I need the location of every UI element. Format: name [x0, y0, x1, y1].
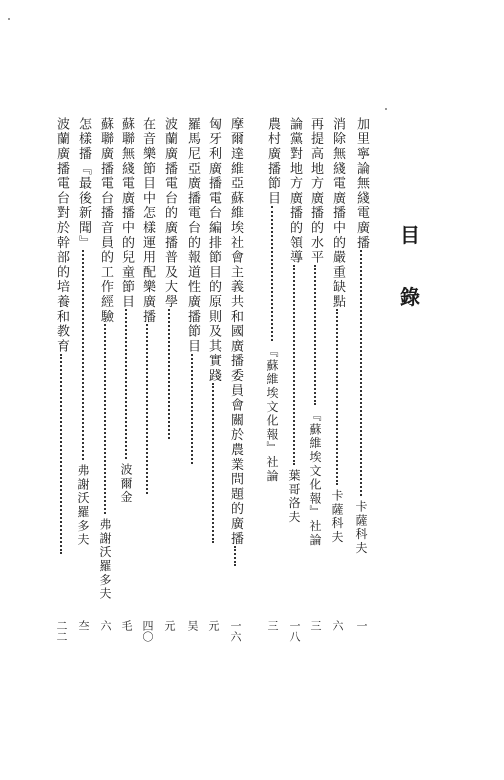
- toc-entry-author: 波爾金: [119, 463, 133, 505]
- toc-entry-author: 卡薩科夫: [354, 500, 368, 556]
- toc-heading-char-1: 目: [400, 223, 420, 247]
- toc-entry[interactable]: [52, 117, 70, 554]
- toc-entry-title: 匈牙利廣播電台編排節目的原則及其實踐: [206, 117, 221, 384]
- toc-entry[interactable]: [117, 117, 135, 505]
- toc-entry[interactable]: [226, 117, 244, 566]
- toc-entry-page: 三: [266, 620, 279, 631]
- toc-entry-leader: [285, 265, 303, 524]
- dot-leader: [60, 354, 62, 554]
- dot-leader: [271, 206, 273, 341]
- toc-entry-page: 六: [331, 620, 344, 631]
- toc-entry-leader: [306, 265, 324, 547]
- paper-speck: [385, 108, 387, 110]
- toc-entry-author: 『蘇維埃文化報』社論: [265, 344, 279, 483]
- dot-leader: [314, 265, 316, 405]
- toc-entry-page: 一六: [229, 620, 242, 642]
- toc-heading-char-2: 錄: [400, 285, 420, 309]
- toc-entry-leader: [146, 324, 148, 494]
- toc-entry[interactable]: [183, 117, 201, 464]
- toc-entry-title: 消除無綫電廣播中的嚴重缺點: [330, 117, 345, 310]
- toc-entry[interactable]: [138, 117, 156, 494]
- toc-entry[interactable]: [263, 117, 281, 483]
- toc-entry-leader: [352, 250, 370, 555]
- dot-leader: [336, 309, 338, 485]
- paper-speck: [8, 18, 10, 20]
- dot-leader: [82, 250, 84, 460]
- toc-entry-title: 再提高地方廣播的水平: [308, 117, 323, 265]
- toc-entry-author: 弗謝沃羅多夫: [76, 464, 90, 548]
- dot-leader: [104, 324, 106, 514]
- toc-entry-page: 一八: [288, 620, 301, 642]
- toc-entry[interactable]: [285, 117, 303, 524]
- toc-entry-author: 弗謝沃羅多夫: [98, 518, 112, 602]
- toc-entry-title: 論黨對地方廣播的領導: [287, 117, 302, 265]
- toc-entry-title: 波蘭廣播電台對於幹部的培養和教育: [54, 117, 69, 354]
- dot-leader: [125, 309, 127, 459]
- toc-entry-leader: [117, 309, 135, 504]
- dot-leader: [234, 546, 236, 566]
- toc-entry[interactable]: [306, 117, 324, 547]
- toc-entry-page: 元: [163, 620, 176, 631]
- dot-leader: [191, 354, 193, 464]
- dot-leader: [360, 250, 362, 496]
- toc-heading: [398, 225, 422, 307]
- toc-entry-leader: [96, 324, 114, 601]
- dot-leader: [146, 324, 148, 494]
- toc-entry-leader: [328, 309, 346, 544]
- toc-entry-title: 波蘭廣播電台的廣播普及大學: [162, 117, 177, 310]
- toc-entry-leader: [60, 354, 62, 554]
- toc-entry[interactable]: [328, 117, 346, 545]
- toc-entry-page: 一: [355, 620, 368, 631]
- toc-entry-leader: [191, 354, 193, 464]
- toc-entry-leader: [234, 546, 236, 566]
- toc-entry-page: 三: [309, 620, 322, 631]
- toc-entry-title: 加里寧論無綫電廣播: [354, 117, 369, 251]
- toc-entry[interactable]: [204, 117, 222, 543]
- toc-entry-title: 羅馬尼亞廣播電台的報道性廣播節目: [185, 117, 200, 354]
- dot-leader: [168, 309, 170, 439]
- toc-entry-leader: [263, 206, 281, 483]
- toc-entry-leader: [212, 383, 214, 543]
- toc-entry[interactable]: [352, 117, 370, 555]
- toc-entry-title: 在音樂節目中怎樣運用配樂廣播: [140, 117, 155, 325]
- toc-entry-title: 蘇聯無綫電廣播中的兒童節目: [119, 117, 134, 310]
- toc-entry-author: 卡薩科夫: [330, 489, 344, 545]
- toc-entry-leader: [168, 309, 170, 439]
- dot-leader: [293, 265, 295, 465]
- toc-entry-title: 摩爾達維亞蘇維埃社會主義共和國廣播委員會關於農業問題的廣播: [228, 117, 243, 547]
- toc-entry-title: 怎樣播『最後新聞』: [76, 117, 91, 251]
- toc-entry-title: 蘇聯廣播電台播音員的工作經驗: [98, 117, 113, 325]
- toc-entry-page: 毛: [120, 620, 133, 631]
- toc-entry-leader: [74, 250, 92, 547]
- toc-entry[interactable]: [96, 117, 114, 601]
- toc-entry-page: 四〇: [141, 620, 154, 642]
- toc-entry-page: 夳: [77, 620, 90, 631]
- toc-entry-page: 吴: [186, 620, 199, 631]
- toc-entry-page: 二二: [55, 620, 68, 642]
- toc-entry-title: 農村廣播節目: [265, 117, 280, 206]
- dot-leader: [212, 383, 214, 543]
- toc-entry-page: 六: [99, 620, 112, 631]
- toc-entry[interactable]: [160, 117, 178, 439]
- toc-entry[interactable]: [74, 117, 92, 547]
- toc-entry-page: 元: [207, 620, 220, 631]
- toc-entry-author: 『蘇維埃文化報』社論: [308, 409, 322, 547]
- toc-entry-author: 葉哥洛夫: [287, 469, 301, 525]
